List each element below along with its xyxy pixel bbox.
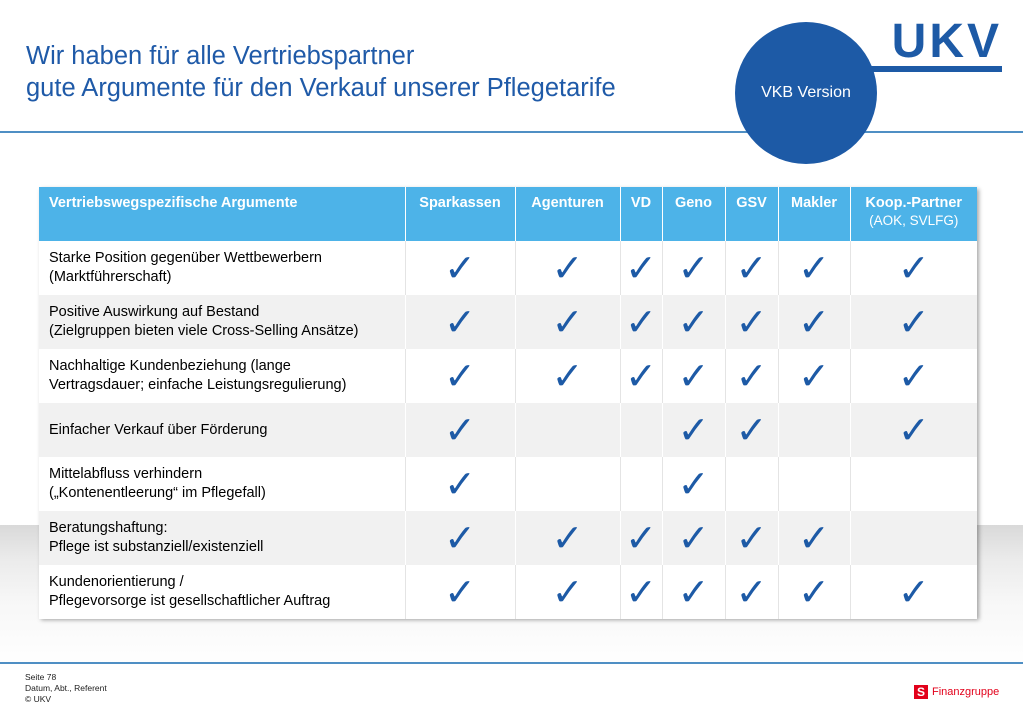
table-row (39, 511, 977, 565)
checkmark-icon: ✓ (677, 300, 710, 344)
checkmark-icon: ✓ (625, 354, 657, 398)
version-badge: VKB Version (735, 22, 877, 164)
check-cell (405, 295, 515, 349)
column-header-koop-partner (850, 187, 977, 241)
checkmark-icon: ✓ (798, 570, 830, 614)
check-cell (405, 241, 515, 295)
title-line-2: gute Argumente für den Verkauf unserer Pflegetarife (26, 74, 616, 102)
table-row (39, 349, 977, 403)
column-header-gsv (725, 187, 778, 241)
check-cell (778, 511, 850, 565)
page-title (26, 40, 616, 104)
argument-line-2: (Marktführerschaft) (49, 269, 172, 285)
checkmark-icon: ✓ (444, 354, 476, 398)
checkmark-icon: ✓ (735, 570, 768, 614)
argument-cell (39, 295, 405, 349)
table-row (39, 241, 977, 295)
check-cell (515, 565, 620, 619)
column-header-label: Agenturen (531, 195, 604, 211)
checkmark-icon: ✓ (551, 300, 584, 344)
footer-copyright: © UKV (25, 694, 52, 704)
check-cell (778, 349, 850, 403)
checkmark-icon: ✓ (625, 246, 657, 290)
table-row (39, 565, 977, 619)
check-cell (620, 403, 662, 457)
argument-cell (39, 511, 405, 565)
sparkasse-s-icon: S (914, 685, 928, 699)
column-header-geno (662, 187, 725, 241)
check-cell (778, 295, 850, 349)
checkmark-icon: ✓ (551, 354, 584, 398)
argument-cell (39, 241, 405, 295)
argument-line-1: Beratungshaftung: (49, 520, 168, 536)
checkmark-icon: ✓ (677, 408, 710, 452)
check-cell (620, 511, 662, 565)
check-cell (725, 511, 778, 565)
column-header-label: Makler (791, 195, 837, 211)
check-cell (778, 565, 850, 619)
checkmark-icon: ✓ (444, 462, 476, 506)
check-cell (405, 349, 515, 403)
checkmark-icon: ✓ (551, 516, 584, 560)
argument-line-1: Kundenorientierung / (49, 574, 184, 590)
check-cell (725, 295, 778, 349)
check-cell (515, 403, 620, 457)
finanzgruppe-logo (914, 685, 999, 699)
footer-meta: Datum, Abt., Referent (25, 683, 107, 693)
column-header-label: Geno (674, 195, 713, 211)
checkmark-icon: ✓ (625, 570, 657, 614)
checkmark-icon: ✓ (735, 408, 768, 452)
check-cell (850, 403, 977, 457)
column-header-sublabel: (AOK, SVLFG) (869, 213, 959, 228)
checkmark-icon: ✓ (897, 570, 930, 614)
check-cell (725, 457, 778, 511)
check-cell (725, 241, 778, 295)
column-header-label: Vertriebswegspezifische Argumente (49, 195, 298, 211)
check-cell (405, 457, 515, 511)
ukv-logo: UKV (862, 21, 1002, 72)
checkmark-icon: ✓ (798, 516, 830, 560)
check-cell (405, 565, 515, 619)
check-cell (778, 457, 850, 511)
arguments-table (39, 187, 977, 619)
check-cell (850, 241, 977, 295)
column-header-makler (778, 187, 850, 241)
table-row (39, 403, 977, 457)
check-cell (662, 565, 725, 619)
table-header-row (39, 187, 977, 241)
argument-line-2: Vertragsdauer; einfache Leistungsregulierung) (49, 377, 347, 393)
checkmark-icon: ✓ (677, 516, 710, 560)
column-header-arguments (39, 187, 405, 241)
checkmark-icon: ✓ (444, 300, 476, 344)
argument-line-2: („Kontenentleerung“ im Pflegefall) (49, 485, 266, 501)
check-cell (515, 511, 620, 565)
checkmark-icon: ✓ (735, 354, 768, 398)
check-cell (405, 403, 515, 457)
check-cell (662, 295, 725, 349)
check-cell (620, 565, 662, 619)
check-cell (850, 349, 977, 403)
arguments-table-container (39, 187, 977, 618)
column-header-label: VD (630, 195, 652, 211)
argument-line-2: (Zielgruppen bieten viele Cross-Selling Ansätze) (49, 323, 359, 339)
table-row (39, 295, 977, 349)
check-cell (725, 565, 778, 619)
checkmark-icon: ✓ (677, 462, 710, 506)
check-cell (850, 295, 977, 349)
column-header-label: Koop.-Partner (865, 195, 963, 211)
argument-cell (39, 457, 405, 511)
brand-text: Finanzgruppe (932, 686, 1000, 698)
checkmark-icon: ✓ (677, 354, 710, 398)
argument-line-2: Pflege ist substanziell/existenziell (49, 539, 264, 555)
check-cell (662, 241, 725, 295)
checkmark-icon: ✓ (735, 516, 768, 560)
checkmark-icon: ✓ (798, 300, 830, 344)
checkmark-icon: ✓ (735, 246, 768, 290)
check-cell (725, 349, 778, 403)
checkmark-icon: ✓ (735, 300, 768, 344)
check-cell (662, 403, 725, 457)
check-cell (850, 457, 977, 511)
table-row (39, 457, 977, 511)
check-cell (778, 403, 850, 457)
argument-line-1: Mittelabfluss verhindern (49, 466, 203, 482)
checkmark-icon: ✓ (897, 300, 930, 344)
check-cell (662, 457, 725, 511)
check-cell (778, 241, 850, 295)
argument-line-2: Pflegevorsorge ist gesellschaftlicher Auftrag (49, 593, 331, 609)
checkmark-icon: ✓ (798, 354, 830, 398)
checkmark-icon: ✓ (897, 246, 930, 290)
argument-line-1: Nachhaltige Kundenbeziehung (lange (49, 358, 291, 374)
check-cell (515, 457, 620, 511)
argument-line-1: Einfacher Verkauf über Förderung (49, 421, 268, 438)
column-header-agenturen (515, 187, 620, 241)
checkmark-icon: ✓ (625, 300, 657, 344)
checkmark-icon: ✓ (444, 408, 476, 452)
checkmark-icon: ✓ (798, 246, 830, 290)
argument-line-1: Starke Position gegenüber Wettbewerbern (49, 250, 322, 266)
check-cell (515, 241, 620, 295)
footer (25, 672, 107, 705)
check-cell (620, 349, 662, 403)
footer-page-number: Seite 78 (25, 672, 57, 682)
check-cell (405, 511, 515, 565)
checkmark-icon: ✓ (444, 516, 476, 560)
checkmark-icon: ✓ (551, 570, 584, 614)
checkmark-icon: ✓ (897, 408, 930, 452)
check-cell (725, 403, 778, 457)
checkmark-icon: ✓ (677, 246, 710, 290)
check-cell (515, 295, 620, 349)
check-cell (662, 349, 725, 403)
argument-line-1: Positive Auswirkung auf Bestand (49, 304, 260, 320)
check-cell (620, 457, 662, 511)
checkmark-icon: ✓ (897, 354, 930, 398)
column-header-label: GSV (736, 195, 767, 211)
bottom-divider (0, 662, 1023, 664)
column-header-sparkassen (405, 187, 515, 241)
check-cell (850, 511, 977, 565)
title-line-1: Wir haben für alle Vertriebspartner (26, 42, 415, 70)
checkmark-icon: ✓ (625, 516, 657, 560)
check-cell (515, 349, 620, 403)
checkmark-icon: ✓ (444, 246, 476, 290)
check-cell (850, 565, 977, 619)
argument-cell (39, 349, 405, 403)
table-body (39, 241, 977, 619)
check-cell (620, 295, 662, 349)
checkmark-icon: ✓ (677, 570, 710, 614)
check-cell (662, 511, 725, 565)
check-cell (620, 241, 662, 295)
checkmark-icon: ✓ (444, 570, 476, 614)
column-header-label: Sparkassen (419, 195, 501, 211)
argument-cell (39, 403, 405, 457)
column-header-vd (620, 187, 662, 241)
checkmark-icon: ✓ (551, 246, 584, 290)
top-divider (0, 131, 1023, 133)
argument-cell (39, 565, 405, 619)
